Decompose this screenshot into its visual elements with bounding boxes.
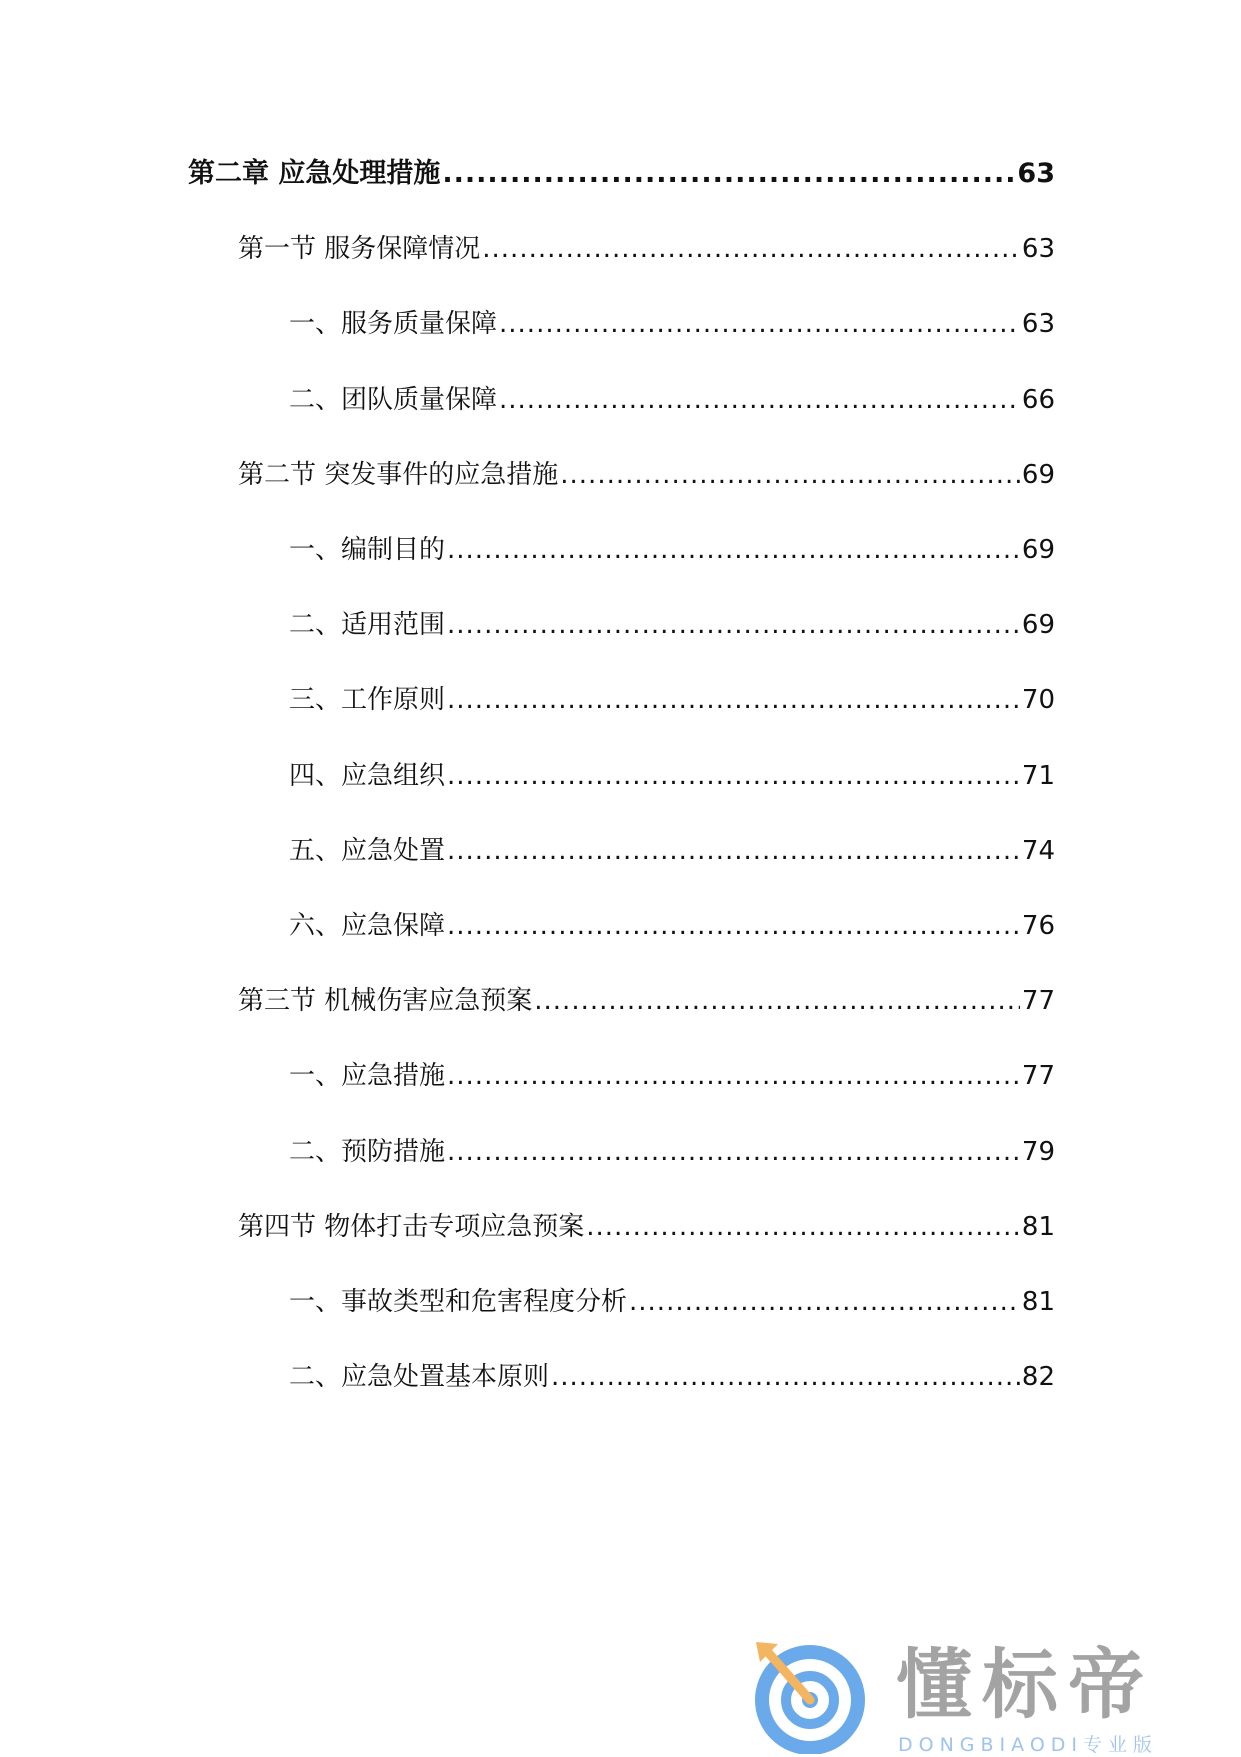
toc-entry-label: 第一节 服务保障情况 <box>238 234 481 264</box>
watermark-subtitle: DONGBIAODI专业版 <box>898 1734 1159 1756</box>
toc-entry[interactable] <box>238 983 1055 1019</box>
toc-entry[interactable] <box>188 156 1055 192</box>
toc-entry-page-number: 69 <box>1021 460 1055 490</box>
toc-entry-label: 第二节 突发事件的应急措施 <box>238 460 559 490</box>
toc-entry[interactable] <box>289 382 1055 418</box>
toc-leader-dots <box>482 231 1020 267</box>
toc-entry-page-number: 81 <box>1021 1287 1055 1317</box>
watermark-brand-name: 懂标帝 <box>896 1640 1154 1729</box>
toc-entry[interactable] <box>238 231 1055 267</box>
toc-entry[interactable] <box>289 833 1055 869</box>
toc-entry-page-number: 63 <box>1021 309 1055 339</box>
toc-entry-label: 一、事故类型和危害程度分析 <box>289 1287 628 1317</box>
toc-leader-dots <box>447 1058 1020 1094</box>
toc-entry-page-number: 77 <box>1021 986 1055 1016</box>
toc-entry[interactable] <box>289 1058 1055 1094</box>
toc-entry-page-number: 76 <box>1021 911 1055 941</box>
toc-entry[interactable] <box>289 1284 1055 1320</box>
toc-leader-dots <box>447 682 1020 718</box>
toc-entry-page-number: 79 <box>1021 1137 1055 1167</box>
toc-leader-dots <box>447 833 1020 869</box>
toc-leader-dots <box>447 1134 1020 1170</box>
toc-entry-page-number: 69 <box>1021 610 1055 640</box>
toc-entry-label: 六、应急保障 <box>289 911 446 941</box>
watermark-logo <box>748 1636 1218 1754</box>
toc-leader-dots <box>447 532 1020 568</box>
toc-entry-page-number: 71 <box>1021 761 1055 791</box>
toc-entry-label: 一、编制目的 <box>289 535 446 565</box>
toc-entry-page-number: 63 <box>1021 234 1055 264</box>
toc-entry-label: 四、应急组织 <box>289 761 446 791</box>
toc-entry[interactable] <box>289 532 1055 568</box>
toc-entry[interactable] <box>238 457 1055 493</box>
toc-entry-page-number: 69 <box>1021 535 1055 565</box>
toc-leader-dots <box>629 1284 1020 1320</box>
toc-entry-label: 第三节 机械伤害应急预案 <box>238 986 533 1016</box>
toc-entry[interactable] <box>289 908 1055 944</box>
toc-entry-label: 一、应急措施 <box>289 1061 446 1091</box>
toc-entry-label: 二、团队质量保障 <box>289 385 498 415</box>
toc-entry-label: 三、工作原则 <box>289 685 446 715</box>
toc-entry[interactable] <box>238 1209 1055 1245</box>
toc-entry-page-number: 70 <box>1021 685 1055 715</box>
toc-entry[interactable] <box>289 1134 1055 1170</box>
toc-entry-label: 一、服务质量保障 <box>289 309 498 339</box>
toc-entry[interactable] <box>289 306 1055 342</box>
target-arrow-icon <box>748 1636 868 1754</box>
toc-entry[interactable] <box>289 607 1055 643</box>
toc-entry-label: 第二章 应急处理措施 <box>188 158 441 189</box>
toc-leader-dots <box>447 908 1020 944</box>
toc-entry-label: 第四节 物体打击专项应急预案 <box>238 1212 585 1242</box>
toc-entry-page-number: 77 <box>1021 1061 1055 1091</box>
toc-entry-page-number: 63 <box>1017 158 1055 189</box>
toc-leader-dots <box>534 983 1020 1019</box>
toc-entry-page-number: 66 <box>1021 385 1055 415</box>
toc-leader-dots <box>586 1209 1020 1245</box>
toc-entry-page-number: 81 <box>1021 1212 1055 1242</box>
toc-leader-dots <box>551 1359 1020 1395</box>
toc-leader-dots <box>499 306 1020 342</box>
toc-entry-label: 二、应急处置基本原则 <box>289 1362 550 1392</box>
toc-leader-dots <box>499 382 1020 418</box>
toc-entry[interactable] <box>289 1359 1055 1395</box>
toc-entry[interactable] <box>289 682 1055 718</box>
toc-entry-label: 二、适用范围 <box>289 610 446 640</box>
toc-entry[interactable] <box>289 758 1055 794</box>
toc-entry-label: 二、预防措施 <box>289 1137 446 1167</box>
toc-leader-dots <box>442 156 1015 192</box>
toc-entry-label: 五、应急处置 <box>289 836 446 866</box>
toc-leader-dots <box>560 457 1020 493</box>
toc-leader-dots <box>447 607 1020 643</box>
toc-leader-dots <box>447 758 1020 794</box>
toc-entry-page-number: 82 <box>1021 1362 1055 1392</box>
toc-entry-page-number: 74 <box>1021 836 1055 866</box>
